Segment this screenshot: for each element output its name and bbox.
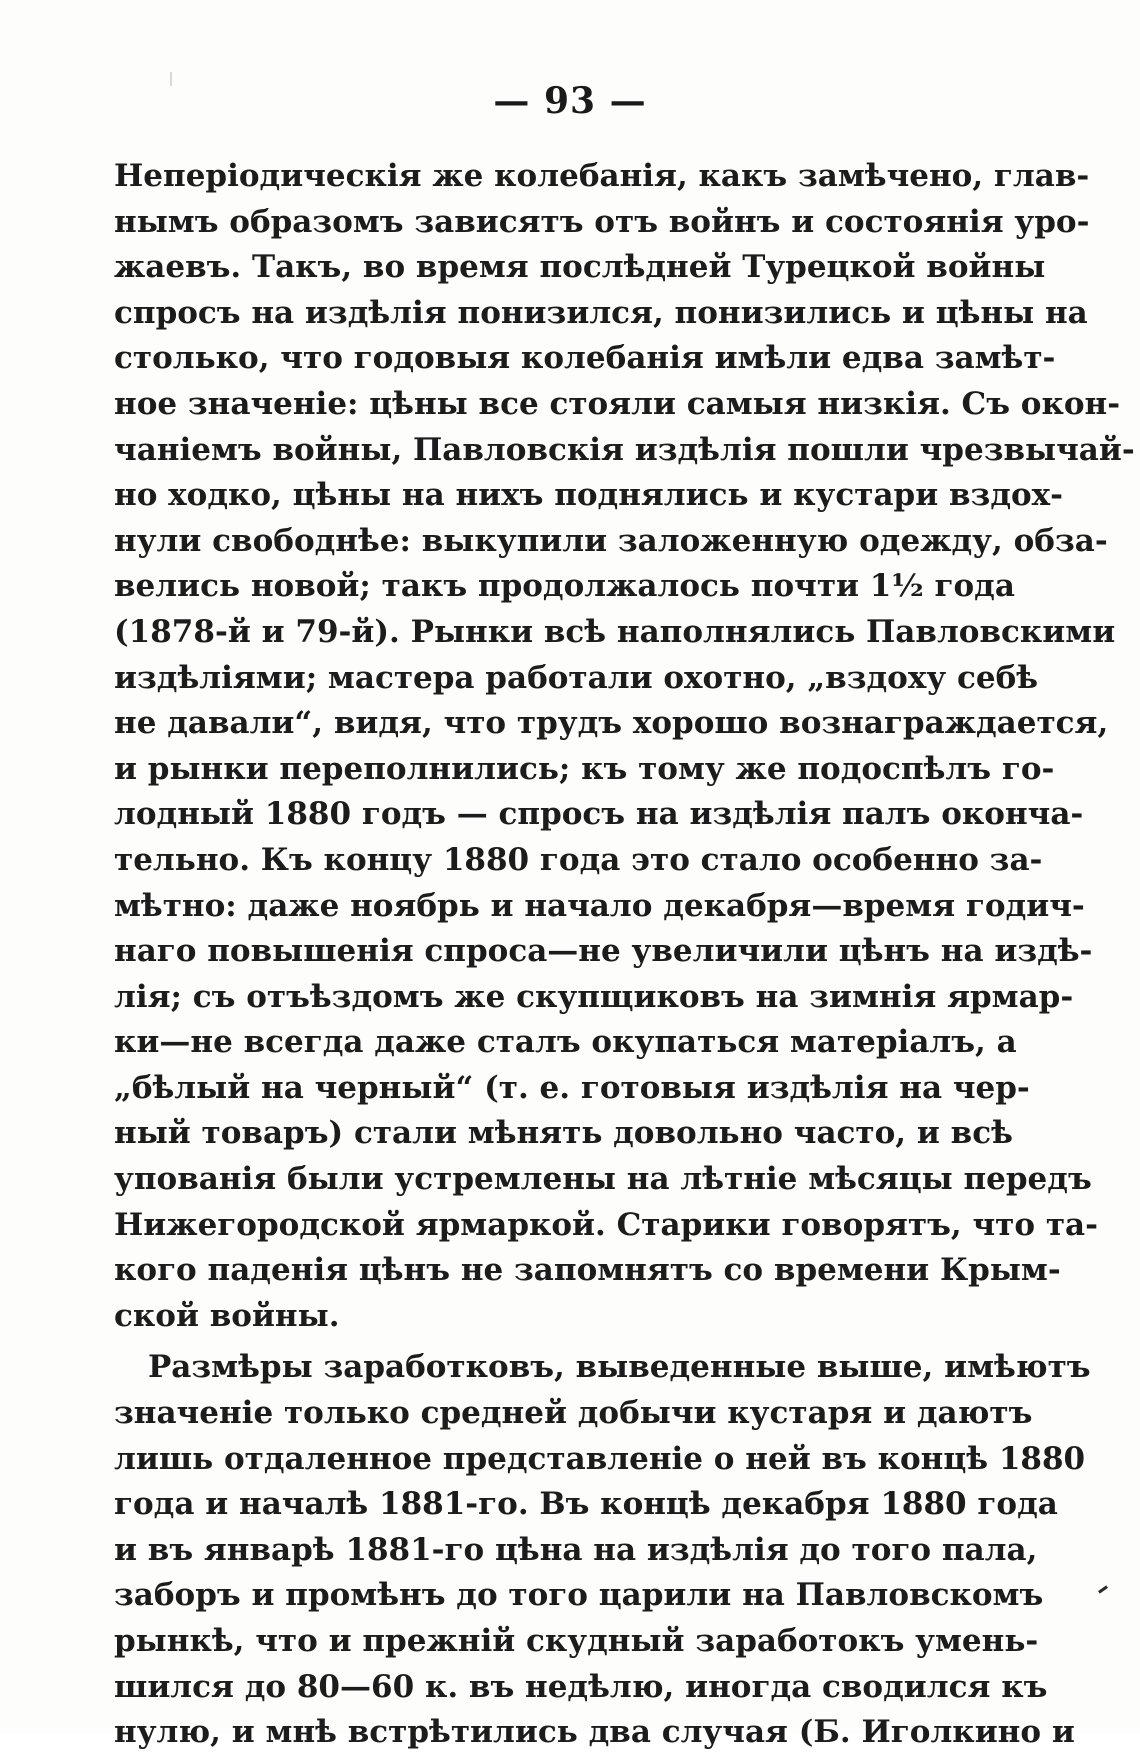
text-line: лодный 1880 годъ — спросъ на издѣлія палъ оконча- bbox=[114, 796, 1084, 833]
text-line: „бѣлый на черный“ (т. е. готовыя издѣлія на чер- bbox=[114, 1069, 1030, 1106]
text-line: рынкѣ, что и прежній скудный заработокъ умень- bbox=[114, 1623, 1039, 1659]
text-line: не давали“, видя, что трудъ хорошо вознаграждается, bbox=[114, 705, 1109, 742]
text-line: Размѣры заработковъ, выведенные выше, имѣютъ bbox=[148, 1349, 1091, 1386]
text-line: наго повышенія спроса—не увеличили цѣнъ на издѣ- bbox=[114, 933, 1093, 970]
paragraph-1 bbox=[114, 154, 1135, 1339]
paragraph-2 bbox=[114, 1345, 1091, 1755]
text-line: Нижегородской ярмаркой. Старики говорятъ, что та- bbox=[114, 1206, 1099, 1243]
text-line: чаніемъ войны, Павловскія издѣлія пошли чрезвычай- bbox=[114, 431, 1135, 468]
text-line: и въ январѣ 1881-го цѣна на издѣлія до того пала, bbox=[114, 1531, 1038, 1568]
text-line: жаевъ. Такъ, во время послѣдней Турецкой войны bbox=[114, 249, 1046, 286]
text-line: года и началѣ 1881-го. Въ концѣ декабря 1880 года bbox=[114, 1486, 1058, 1523]
page-number: — 93 — bbox=[493, 80, 647, 122]
text-line: ской войны. bbox=[114, 1297, 340, 1334]
text-line: велись новой; такъ продолжалось почти 1½ года bbox=[114, 568, 1015, 605]
text-line: значеніе только средней добычи кустаря и даютъ bbox=[114, 1395, 1033, 1432]
text-line: шился до 80—60 к. въ недѣлю, иногда сводился къ bbox=[114, 1668, 1048, 1705]
text-line: ный товаръ) стали мѣнять довольно часто, и всѣ bbox=[114, 1115, 1013, 1152]
text-line: нули свободнѣе: выкупили заложенную одежду, обза- bbox=[114, 522, 1108, 559]
text-line: (1878-й и 79-й). Рынки всѣ наполнялись Павловскими bbox=[114, 613, 1116, 650]
text-line: Непеpіодическія же колебанія, какъ замѣчено, глав- bbox=[114, 158, 1090, 194]
text-line: но ходко, цѣны на нихъ поднялись и кустари вздох- bbox=[114, 477, 1064, 514]
text-line: упованія были устремлены на лѣтніе мѣсяцы передъ bbox=[114, 1161, 1092, 1198]
body-text bbox=[114, 154, 1135, 1756]
text-line: нулю, и мнѣ встрѣтились два случая (Б. Иголкино и bbox=[114, 1714, 1075, 1751]
text-line: заборъ и промѣнъ до того царили на Павловскомъ bbox=[114, 1577, 1044, 1614]
text-line: лія; съ отъѣздомъ же скупщиковъ на зимнія ярмар- bbox=[114, 978, 1074, 1015]
text-line: лишь отдаленное представленіе о ней въ концѣ 1880 bbox=[114, 1440, 1086, 1477]
text-line: и рынки переполнились; къ тому же подоспѣлъ го- bbox=[114, 750, 1055, 787]
text-line: ки—не всегда даже сталъ окупаться матеріалъ, а bbox=[114, 1024, 1017, 1061]
text-line: кого паденія цѣнъ не запомнятъ со времени Крым- bbox=[114, 1252, 1061, 1289]
text-line: столько, что годовыя колебанія имѣли едва замѣт- bbox=[114, 340, 1056, 377]
text-line: спросъ на издѣлія понизился, понизились и цѣны на bbox=[114, 294, 1088, 331]
text-line: мѣтно: даже ноябрь и начало декабря—время годич- bbox=[114, 887, 1085, 924]
text-line: издѣліями; мастера работали охотно, „вздоху себѣ bbox=[114, 659, 1039, 696]
text-line: тельно. Къ концу 1880 года это стало особенно за- bbox=[114, 841, 1043, 878]
text-line: нымъ образомъ зависятъ отъ войнъ и состоянія уро- bbox=[114, 203, 1090, 240]
stray-ink-mark bbox=[1098, 1585, 1108, 1593]
text-line: ное значеніе: цѣны все стояли самыя низкія. Съ окон- bbox=[114, 385, 1121, 422]
